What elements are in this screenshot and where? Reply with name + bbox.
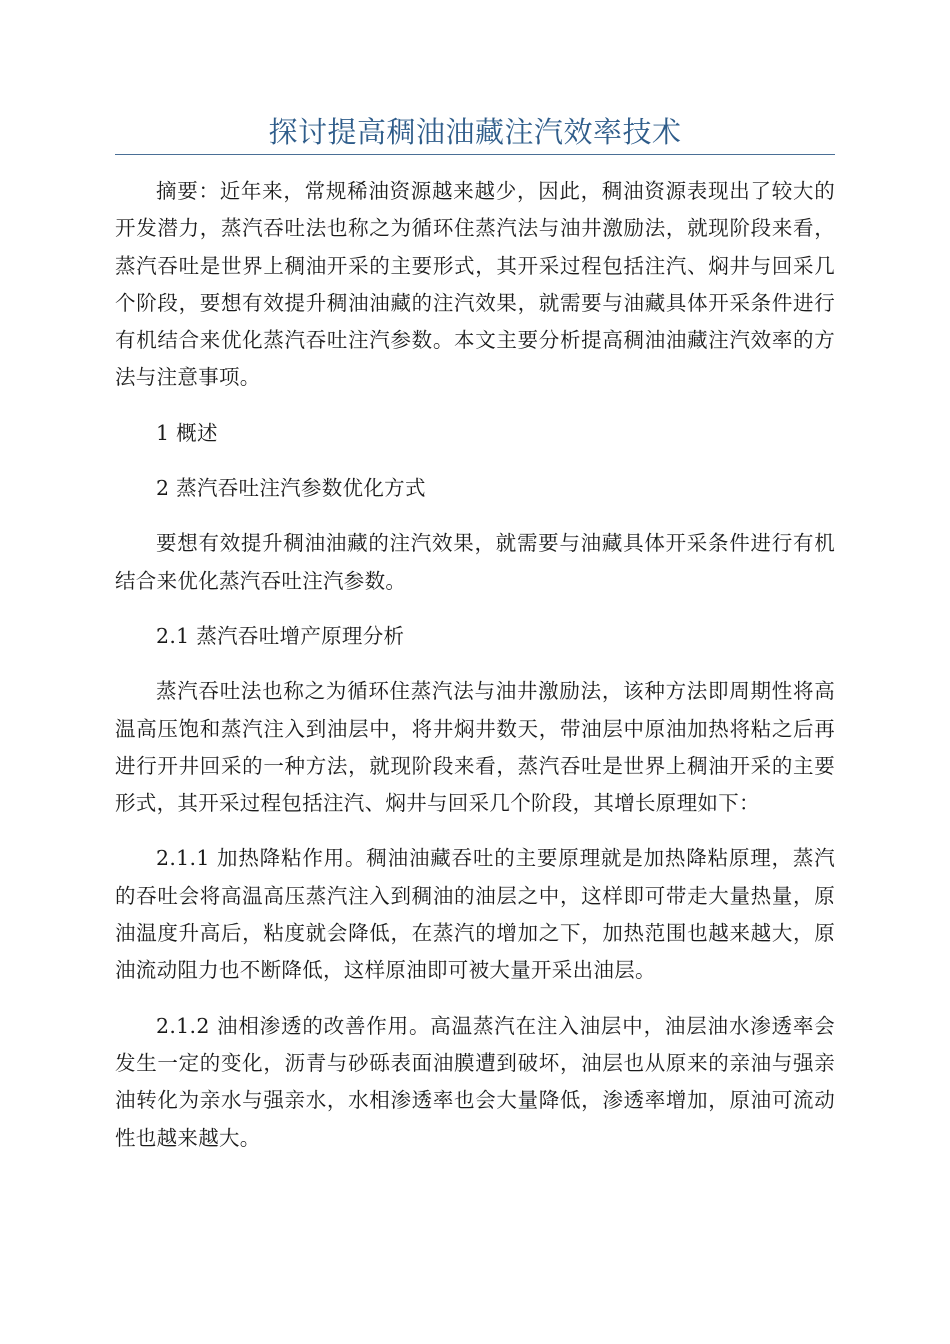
abstract-paragraph: 摘要：近年来，常规稀油资源越来越少，因此，稠油资源表现出了较大的开发潜力，蒸汽吞吐法也称之为循环住蒸汽法与油井激励法，就现阶段来看，蒸汽吞吐是世界上稠油开采的主要形式，其开采过程包括注汽、焖井与回采几个阶段，要想有效提升稠油油藏的注汽效果，就需要与油藏具体开采条件进行有机结合来优化蒸汽吞吐注汽参数。本文主要分析提高稠油油藏注汽效率的方法与注意事项。 — [115, 179, 835, 390]
section-heading-2: 2 蒸汽吞吐注汽参数优化方式 — [156, 476, 426, 501]
section-2-1-paragraph: 蒸汽吞吐法也称之为循环住蒸汽法与油井激励法，该种方法即周期性将高温高压饱和蒸汽注入到油层中，将井焖井数天，带油层中原油加热将粘之后再进行开井回采的一种方法，就现阶段来看，蒸汽吞吐是世界上稠油开采的主要形式，其开采过程包括注汽、焖井与回采几个阶段，其增长原理如下： — [115, 679, 835, 816]
section-heading-1: 1 概述 — [156, 420, 218, 445]
title-underline — [115, 154, 835, 155]
document-title: 探讨提高稠油油藏注汽效率技术 — [268, 115, 682, 149]
document-body — [115, 173, 835, 1157]
section-heading-2-1: 2.1 蒸汽吞吐增产原理分析 — [156, 623, 405, 648]
section-2-1-1-paragraph: 2.1.1 加热降粘作用。稠油油藏吞吐的主要原理就是加热降粘原理，蒸汽的吞吐会将高温高压蒸汽注入到稠油的油层之中，这样即可带走大量热量，原油温度升高后，粘度就会降低，在蒸汽的增加之下，加热范围也越来越大，原油流动阻力也不断降低，这样原油即可被大量开采出油层。 — [115, 846, 835, 983]
section-2-1-2-paragraph: 2.1.2 油相渗透的改善作用。高温蒸汽在注入油层中，油层油水渗透率会发生一定的变化，沥青与砂砾表面油膜遭到破坏，油层也从原来的亲油与强亲油转化为亲水与强亲水，水相渗透率也会大量降低，渗透率增加，原油可流动性也越来越大。 — [115, 1013, 835, 1150]
section-2-intro-paragraph: 要想有效提升稠油油藏的注汽效果，就需要与油藏具体开采条件进行有机结合来优化蒸汽吞吐注汽参数。 — [115, 531, 835, 593]
